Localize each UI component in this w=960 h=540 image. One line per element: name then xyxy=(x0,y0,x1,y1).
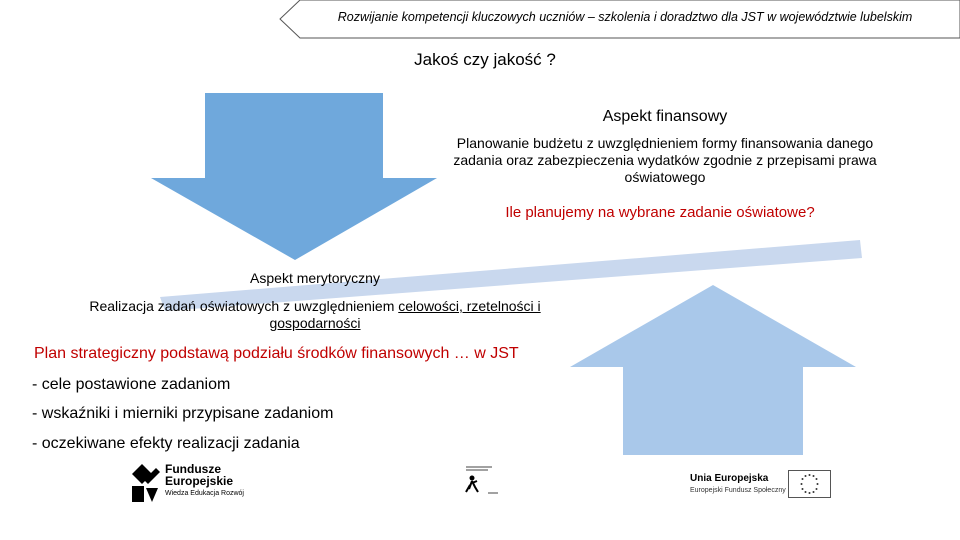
plan-item: - cele postawione zadaniom xyxy=(32,376,231,393)
eu-flag-icon xyxy=(788,470,831,498)
ue-logo-name: Unia Europejska xyxy=(690,473,769,484)
page-title: Jakoś czy jakość ? xyxy=(414,50,556,69)
down-arrow xyxy=(151,93,437,260)
financial-question: Ile planujemy na wybrane zadanie oświatowe? xyxy=(505,204,815,221)
fe-logo-name: Fundusze Europejskie xyxy=(165,462,234,488)
merit-heading: Aspekt merytoryczny xyxy=(250,270,380,286)
plan-item: - oczekiwane efekty realizacji zadania xyxy=(32,435,300,452)
financial-description: Planowanie budżetu z uwzględnieniem formy finansowania danego zadania oraz zabezpieczenia wydatków zgodnie z przepisami prawa oświatowego xyxy=(453,135,877,185)
merit-description: Realizacja zadań oświatowych z uwzględnieniem celowości, rzetelności i gospodarności xyxy=(89,298,541,331)
plan-item: - wskaźniki i mierniki przypisane zadaniom xyxy=(32,405,334,422)
ue-logo-fund: Europejski Fundusz Społeczny xyxy=(690,487,786,494)
plan-heading: Plan strategiczny podstawą podziału środków finansowych … w JST xyxy=(34,345,519,362)
partner-logo-icon xyxy=(462,463,502,498)
up-arrow xyxy=(570,285,856,455)
financial-heading: Aspekt finansowy xyxy=(602,108,728,125)
fe-logo-icon xyxy=(130,460,162,504)
fe-logo-program: Wiedza Edukacja Rozwój xyxy=(165,490,244,497)
header-text: Rozwijanie kompetencji kluczowych uczniów – szkolenia i doradztwo dla JST w województwie lubelskim xyxy=(337,10,913,24)
